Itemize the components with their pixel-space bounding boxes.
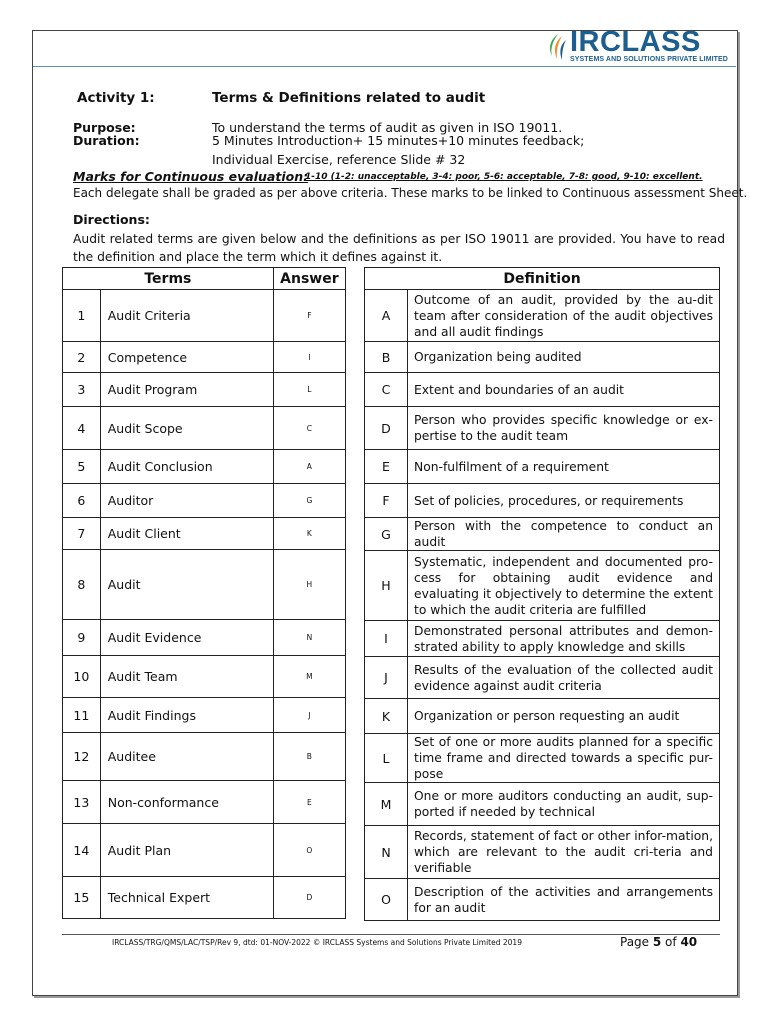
term-answer[interactable]: E — [273, 781, 345, 824]
term-name: Audit Evidence — [100, 620, 273, 656]
answer-header: Answer — [273, 268, 345, 290]
term-name: Audit Program — [100, 373, 273, 407]
term-row — [63, 342, 346, 373]
definition-row — [365, 783, 720, 826]
term-row — [63, 484, 346, 518]
term-answer[interactable]: A — [273, 450, 345, 484]
term-number: 9 — [63, 620, 101, 656]
directions-text: Audit related terms are given below and the definitions as per ISO 19011 are provided. You have to read the definition and place the term which it defines against it. — [73, 232, 725, 264]
term-row — [63, 518, 346, 550]
term-answer[interactable]: G — [273, 484, 345, 518]
term-number: 14 — [63, 824, 101, 877]
definition-row — [365, 826, 720, 879]
definition-row — [365, 407, 720, 450]
term-number: 13 — [63, 781, 101, 824]
term-answer[interactable]: F — [273, 290, 345, 342]
terms-header: Terms — [63, 268, 274, 290]
term-name: Audit Conclusion — [100, 450, 273, 484]
term-name: Audit Plan — [100, 824, 273, 877]
definition-row — [365, 450, 720, 484]
graded-text: Each delegate shall be graded as per above criteria. These marks to be linked to Continuous assessment Sheet. — [73, 186, 748, 200]
definition-text: Description of the activities and arrangements for an audit — [408, 879, 720, 921]
marks-label: Marks for Continuous evaluation: — [73, 169, 309, 184]
definition-text: Set of policies, procedures, or requirements — [408, 484, 720, 518]
definition-row — [365, 734, 720, 783]
term-row — [63, 373, 346, 407]
directions-label: Directions: — [73, 212, 150, 227]
definition-letter: O — [365, 879, 408, 921]
definition-letter: N — [365, 826, 408, 879]
term-row — [63, 877, 346, 919]
term-row — [63, 550, 346, 620]
definition-text: Person who provides specific knowledge or ex-pertise to the audit team — [408, 407, 720, 450]
term-row — [63, 290, 346, 342]
term-name: Audit Criteria — [100, 290, 273, 342]
irclass-logo — [544, 26, 728, 66]
term-answer[interactable]: B — [273, 733, 345, 781]
logo-tagline: SYSTEMS AND SOLUTIONS PRIVATE LIMITED — [570, 56, 728, 63]
definition-letter: I — [365, 621, 408, 657]
definitions-table — [364, 267, 720, 921]
definition-text: Organization being audited — [408, 342, 720, 373]
definition-letter: D — [365, 407, 408, 450]
definition-text: Person with the competence to conduct an audit — [408, 518, 720, 551]
definition-text: Demonstrated personal attributes and demon-strated ability to apply knowledge and skills — [408, 621, 720, 657]
term-answer[interactable]: C — [273, 407, 345, 450]
definition-letter: C — [365, 373, 408, 407]
term-row — [63, 450, 346, 484]
definition-row — [365, 699, 720, 734]
term-number: 4 — [63, 407, 101, 450]
definition-text: One or more auditors conducting an audit, sup-ported if needed by technical — [408, 783, 720, 826]
term-number: 12 — [63, 733, 101, 781]
term-name: Audit Scope — [100, 407, 273, 450]
definition-text: Records, statement of fact or other infor-mation, which are relevant to the audit cri-teria and verifiable — [408, 826, 720, 879]
definition-letter: E — [365, 450, 408, 484]
term-number: 5 — [63, 450, 101, 484]
page-prefix: Page — [620, 935, 653, 949]
term-name: Auditor — [100, 484, 273, 518]
term-answer[interactable]: H — [273, 550, 345, 620]
marks-scale: 1-10 (1-2: unacceptable, 3-4: poor, 5-6: acceptable, 7-8: good, 9-10: excellent. — [305, 172, 703, 182]
term-name: Competence — [100, 342, 273, 373]
term-row — [63, 781, 346, 824]
term-row — [63, 407, 346, 450]
definition-row — [365, 518, 720, 551]
term-answer[interactable]: I — [273, 342, 345, 373]
definition-row — [365, 290, 720, 342]
definition-letter: L — [365, 734, 408, 783]
definition-header: Definition — [365, 268, 720, 290]
term-name: Audit Team — [100, 656, 273, 698]
definition-text: Organization or person requesting an audit — [408, 699, 720, 734]
definition-letter: B — [365, 342, 408, 373]
definition-letter: A — [365, 290, 408, 342]
logo-wordmark: IRCLASS — [570, 26, 701, 58]
term-number: 2 — [63, 342, 101, 373]
definition-text: Extent and boundaries of an audit — [408, 373, 720, 407]
definition-text: Outcome of an audit, provided by the au-dit team after consideration of the audit objectives and all audit findings — [408, 290, 720, 342]
term-answer[interactable]: M — [273, 656, 345, 698]
term-name: Technical Expert — [100, 877, 273, 919]
term-name: Audit Client — [100, 518, 273, 550]
definition-row — [365, 373, 720, 407]
definition-text: Systematic, independent and documented pro-cess for obtaining audit evidence and evaluating it objectively to determine the extent to which the audit criteria are fulfilled — [408, 551, 720, 621]
term-row — [63, 824, 346, 877]
definition-letter: G — [365, 518, 408, 551]
activity-title: Terms & Definitions related to audit — [212, 90, 486, 106]
term-number: 1 — [63, 290, 101, 342]
definition-row — [365, 551, 720, 621]
page-current: 5 — [652, 935, 662, 949]
definition-letter: M — [365, 783, 408, 826]
term-number: 10 — [63, 656, 101, 698]
footer-doc-ref: IRCLASS/TRG/QMS/LAC/TSP/Rev 9, dtd: 01-NOV-2022 © IRCLASS Systems and Solutions Private Limited 2019 — [112, 938, 522, 947]
term-name: Audit Findings — [100, 698, 273, 733]
term-answer[interactable]: N — [273, 620, 345, 656]
definition-row — [365, 621, 720, 657]
term-row — [63, 698, 346, 733]
duration-text-2: Individual Exercise, reference Slide # 32 — [212, 152, 466, 167]
term-number: 15 — [63, 877, 101, 919]
purpose-label: Purpose: — [73, 120, 136, 135]
term-answer[interactable]: K — [273, 518, 345, 550]
page-of: of — [661, 935, 681, 949]
term-number: 8 — [63, 550, 101, 620]
definition-letter: F — [365, 484, 408, 518]
duration-text: 5 Minutes Introduction+ 15 minutes+10 minutes feedback; — [212, 133, 585, 148]
definition-row — [365, 342, 720, 373]
term-name: Non-conformance — [100, 781, 273, 824]
logo-mark-icon — [544, 32, 568, 62]
definition-letter: J — [365, 657, 408, 699]
definition-text: Non-fulfilment of a requirement — [408, 450, 720, 484]
term-name: Audit — [100, 550, 273, 620]
term-number: 7 — [63, 518, 101, 550]
term-row — [63, 620, 346, 656]
purpose-text: To understand the terms of audit as given in ISO 19011. — [212, 120, 563, 135]
duration-label: Duration: — [73, 133, 140, 148]
term-answer[interactable]: O — [273, 824, 345, 877]
definition-text: Set of one or more audits planned for a specific time frame and directed towards a specific pur-pose — [408, 734, 720, 783]
definition-row — [365, 484, 720, 518]
term-answer[interactable]: L — [273, 373, 345, 407]
term-number: 6 — [63, 484, 101, 518]
page-number — [620, 935, 697, 949]
term-answer[interactable]: D — [273, 877, 345, 919]
term-answer[interactable]: J — [273, 698, 345, 733]
definition-row — [365, 657, 720, 699]
term-number: 3 — [63, 373, 101, 407]
term-row — [63, 656, 346, 698]
definition-row — [365, 879, 720, 921]
definition-text: Results of the evaluation of the collected audit evidence against audit criteria — [408, 657, 720, 699]
definition-letter: K — [365, 699, 408, 734]
activity-label: Activity 1: — [77, 90, 155, 106]
definition-letter: H — [365, 551, 408, 621]
term-number: 11 — [63, 698, 101, 733]
term-name: Auditee — [100, 733, 273, 781]
terms-table — [62, 267, 346, 919]
header-divider — [33, 66, 736, 67]
term-row — [63, 733, 346, 781]
page-total: 40 — [680, 935, 698, 949]
